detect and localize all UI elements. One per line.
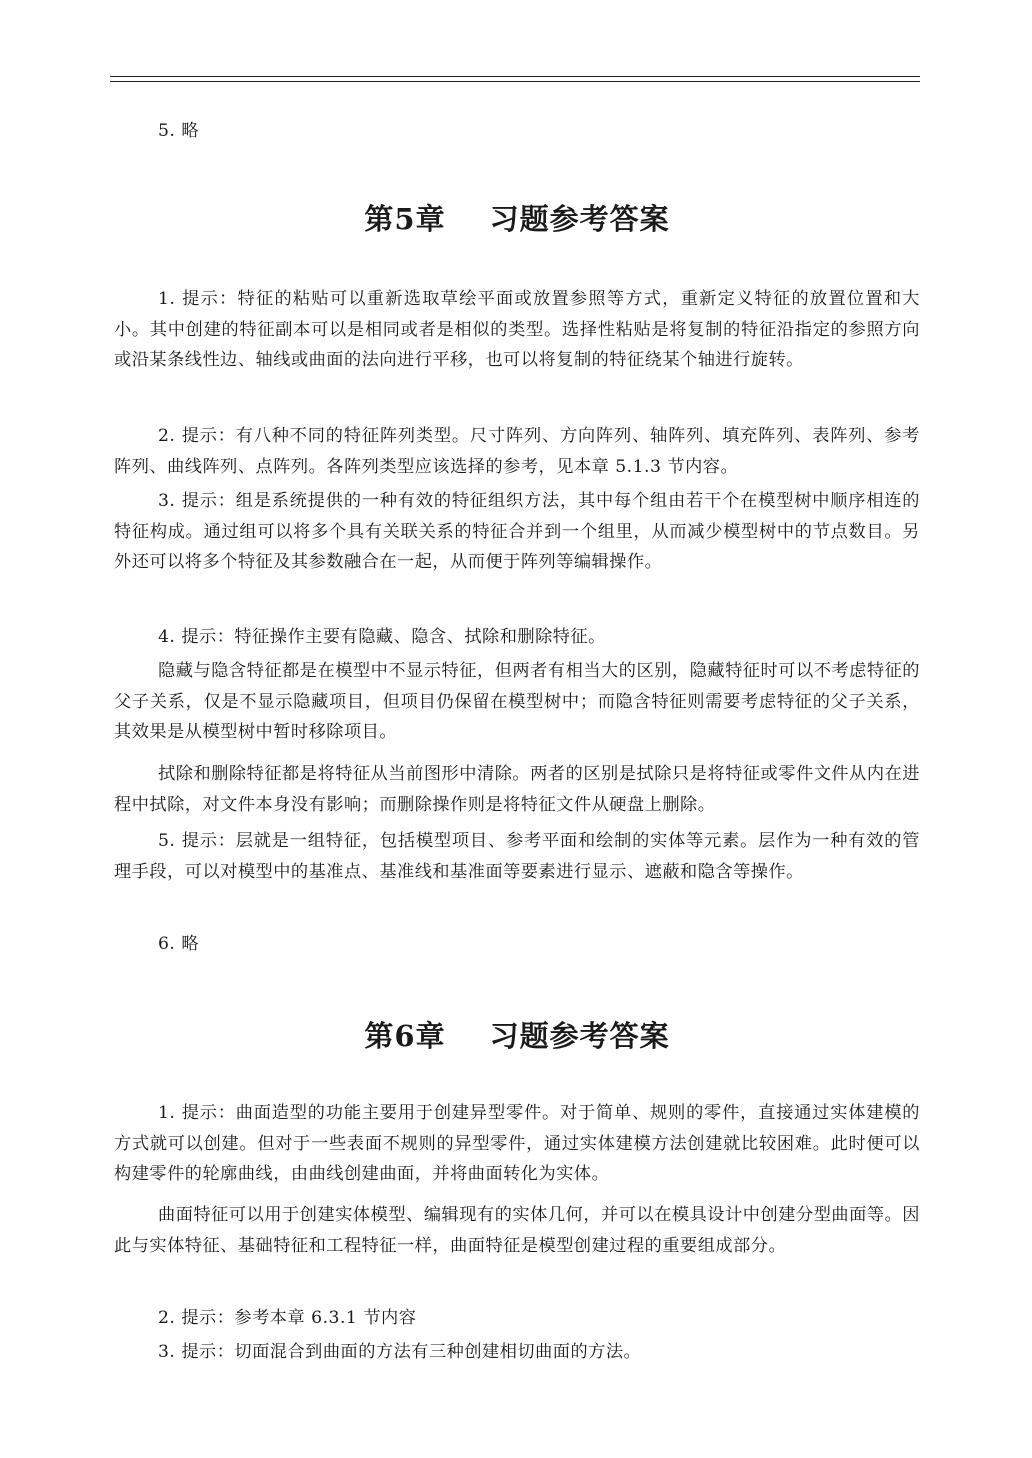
chapter-number: 6 [394,1019,416,1053]
chapter-title: 习题参考答案 [489,1019,670,1053]
ch5-answer-3: 3. 提示：组是系统提供的一种有效的特征组织方法，其中每个组由若干个在模型树中顺序相连的特征构成。通过组可以将多个具有关联关系的特征合并到一个组里，从而减少模型树中的节点数目。另外还可以将多个特征及其参数融合在一起，从而便于阵列等编辑操作。 [114,491,920,572]
ch5-answer-4-hide: 隐藏与隐含特征都是在模型中不显示特征，但两者有相当大的区别，隐藏特征时可以不考虑特征的父子关系，仅是不显示隐藏项目，但项目仍保留在模型树中；而隐含特征则需要考虑特征的父子关系，其效果是从模型树中暂时移除项目。 [114,661,920,742]
ch6-answer-1: 1. 提示：曲面造型的功能主要用于创建异型零件。对于简单、规则的零件，直接通过实体建模的方式就可以创建。但对于一些表面不规则的异型零件，通过实体建模方法创建就比较困难。此时便可以构建零件的轮廓曲线，由曲线创建曲面，并将曲面转化为实体。 [114,1103,920,1184]
header-rule-bottom [110,81,920,82]
chapter-number: 5 [394,202,416,236]
ch5-answer-4-erase: 拭除和删除特征都是将特征从当前图形中清除。两者的区别是拭除只是将特征或零件文件从内在进程中拭除，对文件本身没有影响；而删除操作则是将特征文件从硬盘上删除。 [114,764,920,815]
chapter-prefix: 第 [364,202,395,236]
chapter-title: 习题参考答案 [489,202,670,236]
chapter-suffix: 章 [415,202,446,236]
ch5-answer-1: 1. 提示：特征的粘贴可以重新选取草绘平面或放置参照等方式，重新定义特征的放置位置和大小。其中创建的特征副本可以是相同或者是相似的类型。选择性粘贴是将复制的特征沿指定的参照方向或沿某条线性边、轴线或曲面的法向进行平移，也可以将复制的特征绕某个轴进行旋转。 [114,289,920,370]
chapter-5-heading [114,197,920,238]
ch6-answer-3: 3. 提示：切面混合到曲面的方法有三种创建相切曲面的方法。 [158,1342,642,1362]
ch6-answer-2: 2. 提示：参考本章 6.3.1 节内容 [158,1308,417,1328]
ch5-answer-6: 6. 略 [158,934,200,954]
ch5-answer-5: 5. 提示：层就是一组特征，包括模型项目、参考平面和绘制的实体等元素。层作为一种有效的管理手段，可以对模型中的基准点、基准线和基准面等要素进行显示、遮蔽和隐含等操作。 [114,831,920,882]
ch5-answer-2: 2. 提示：有八种不同的特征阵列类型。尺寸阵列、方向阵列、轴阵列、填充阵列、表阵列、参考阵列、曲线阵列、点阵列。各阵列类型应该选择的参考，见本章 5.1.3 节内容。 [114,426,920,477]
chapter-suffix: 章 [415,1019,446,1053]
chapter-prefix: 第 [364,1019,395,1053]
answer-item-top: 5. 略 [158,121,200,141]
chapter-6-heading [114,1014,920,1055]
ch5-answer-4: 4. 提示：特征操作主要有隐藏、隐含、拭除和删除特征。 [158,627,606,647]
header-rule-top [110,76,920,77]
ch6-answer-1-surface: 曲面特征可以用于创建实体模型、编辑现有的实体几何，并可以在模具设计中创建分型曲面等。因此与实体特征、基础特征和工程特征一样，曲面特征是模型创建过程的重要组成部分。 [114,1205,920,1256]
